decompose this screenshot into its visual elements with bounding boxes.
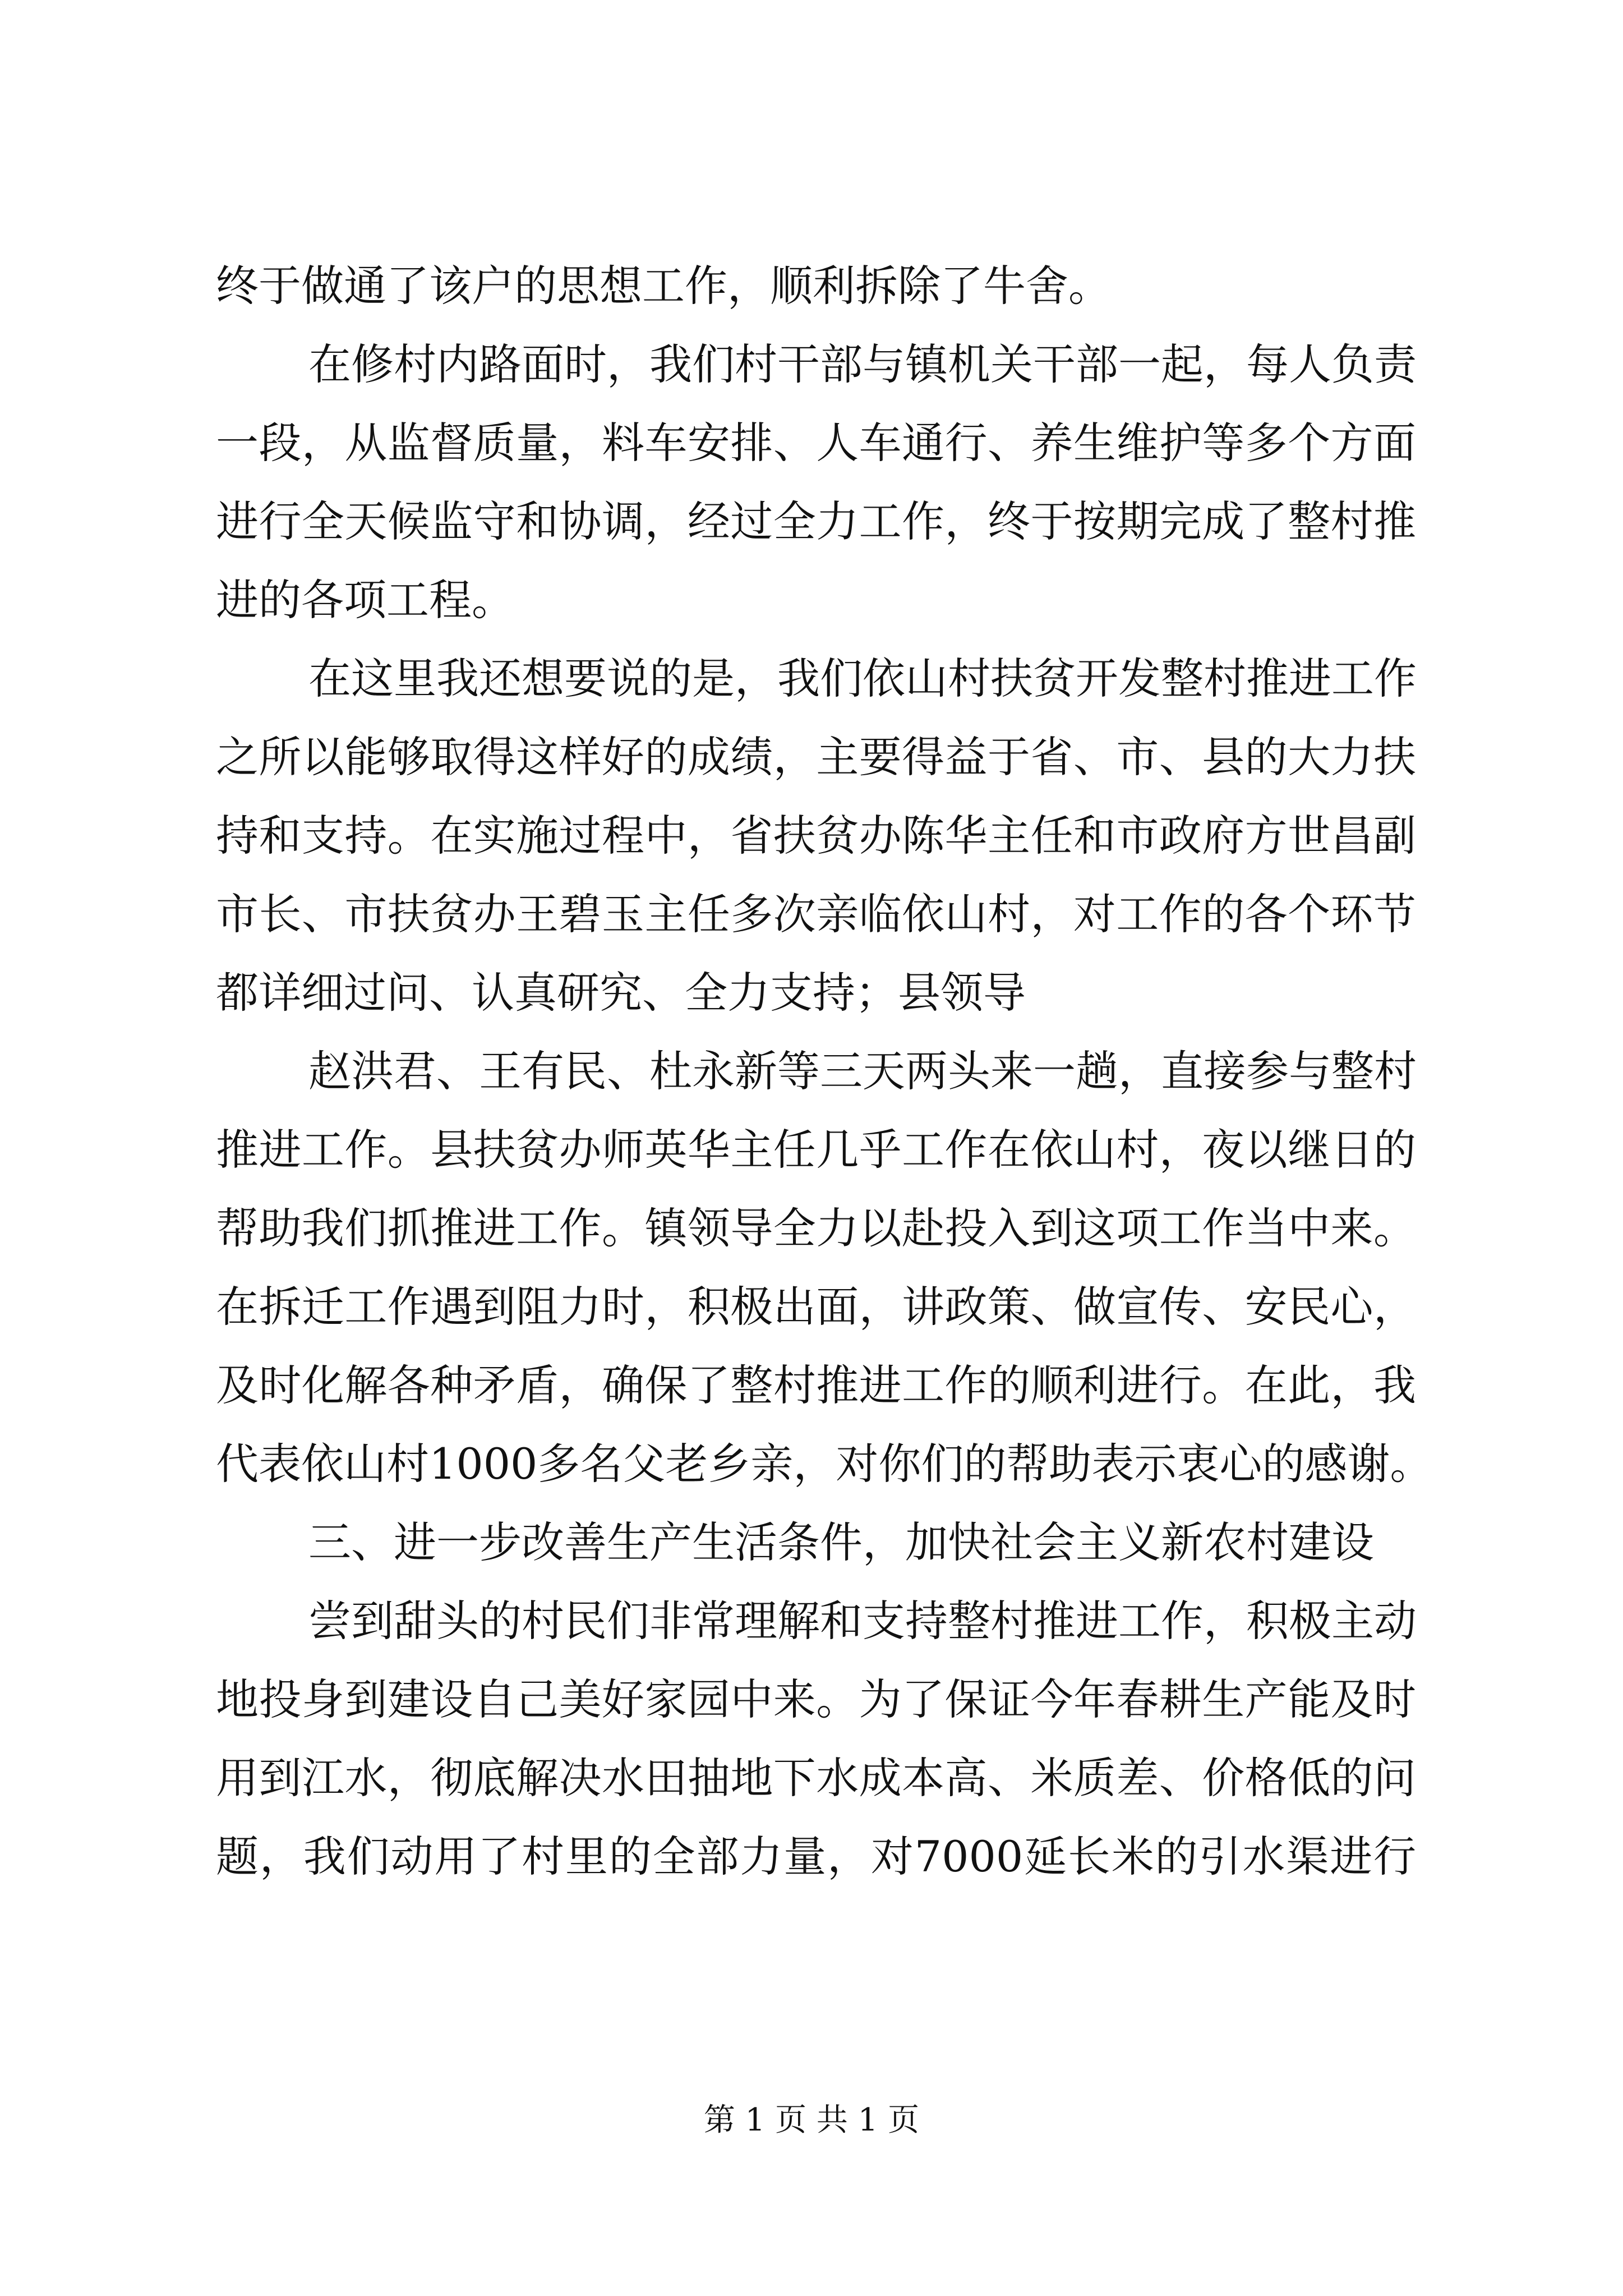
text-line: 用到江水，彻底解决水田抽地下水成本高、米质差、价格低的问 [216,1753,1416,1803]
text-line: 题，我们动用了村里的全部力量，对7000延长米的引水渠进行 [216,1832,1416,1881]
text-line: 推进工作。县扶贫办师英华主任几乎工作在依山村，夜以继日的 [216,1125,1416,1175]
text-line: 帮助我们抓推进工作。镇领导全力以赴投入到这项工作当中来。 [216,1203,1416,1253]
text-line: 在拆迁工作遇到阻力时，积极出面，讲政策、做宣传、安民心， [216,1282,1416,1332]
paragraph-first-line: 赵洪君、王有民、杜永新等三天两头来一趟，直接参与整村 [308,1046,1417,1096]
text-line: 一段，从监督质量，料车安排、人车通行、养生维护等多个方面 [216,418,1416,468]
text-line: 代表依山村1000多名父老乡亲，对你们的帮助表示衷心的感谢。 [216,1439,1433,1489]
text-line: 进行全天候监守和协调，经过全力工作，终于按期完成了整村推 [216,496,1416,546]
text-line: 市长、市扶贫办王碧玉主任多次亲临依山村，对工作的各个环节 [216,889,1416,939]
paragraph-first-line: 在修村内路面时，我们村干部与镇机关干部一起，每人负责 [308,339,1417,389]
text-line: 及时化解各种矛盾，确保了整村推进工作的顺利进行。在此，我 [216,1360,1416,1410]
text-line: 都详细过问、认真研究、全力支持；县领导 [216,968,1026,1018]
text-line: 地投身到建设自己美好家园中来。为了保证今年春耕生产能及时 [216,1674,1416,1724]
text-line: 之所以能够取得这样好的成绩，主要得益于省、市、县的大力扶 [216,732,1416,782]
page-footer: 第 1 页 共 1 页 [703,2102,920,2138]
text-line: 持和支持。在实施过程中，省扶贫办陈华主任和市政府方世昌副 [216,811,1416,861]
text-line: 进的各项工程。 [216,575,514,625]
paragraph-first-line: 在这里我还想要说的是，我们依山村扶贫开发整村推进工作 [308,654,1417,703]
section-heading: 三、进一步改善生产生活条件，加快社会主义新农村建设 [308,1517,1374,1567]
paragraph-first-line: 尝到甜头的村民们非常理解和支持整村推进工作，积极主动 [308,1596,1417,1646]
text-line: 终于做通了该户的思想工作，顺利拆除了牛舍。 [216,261,1111,311]
